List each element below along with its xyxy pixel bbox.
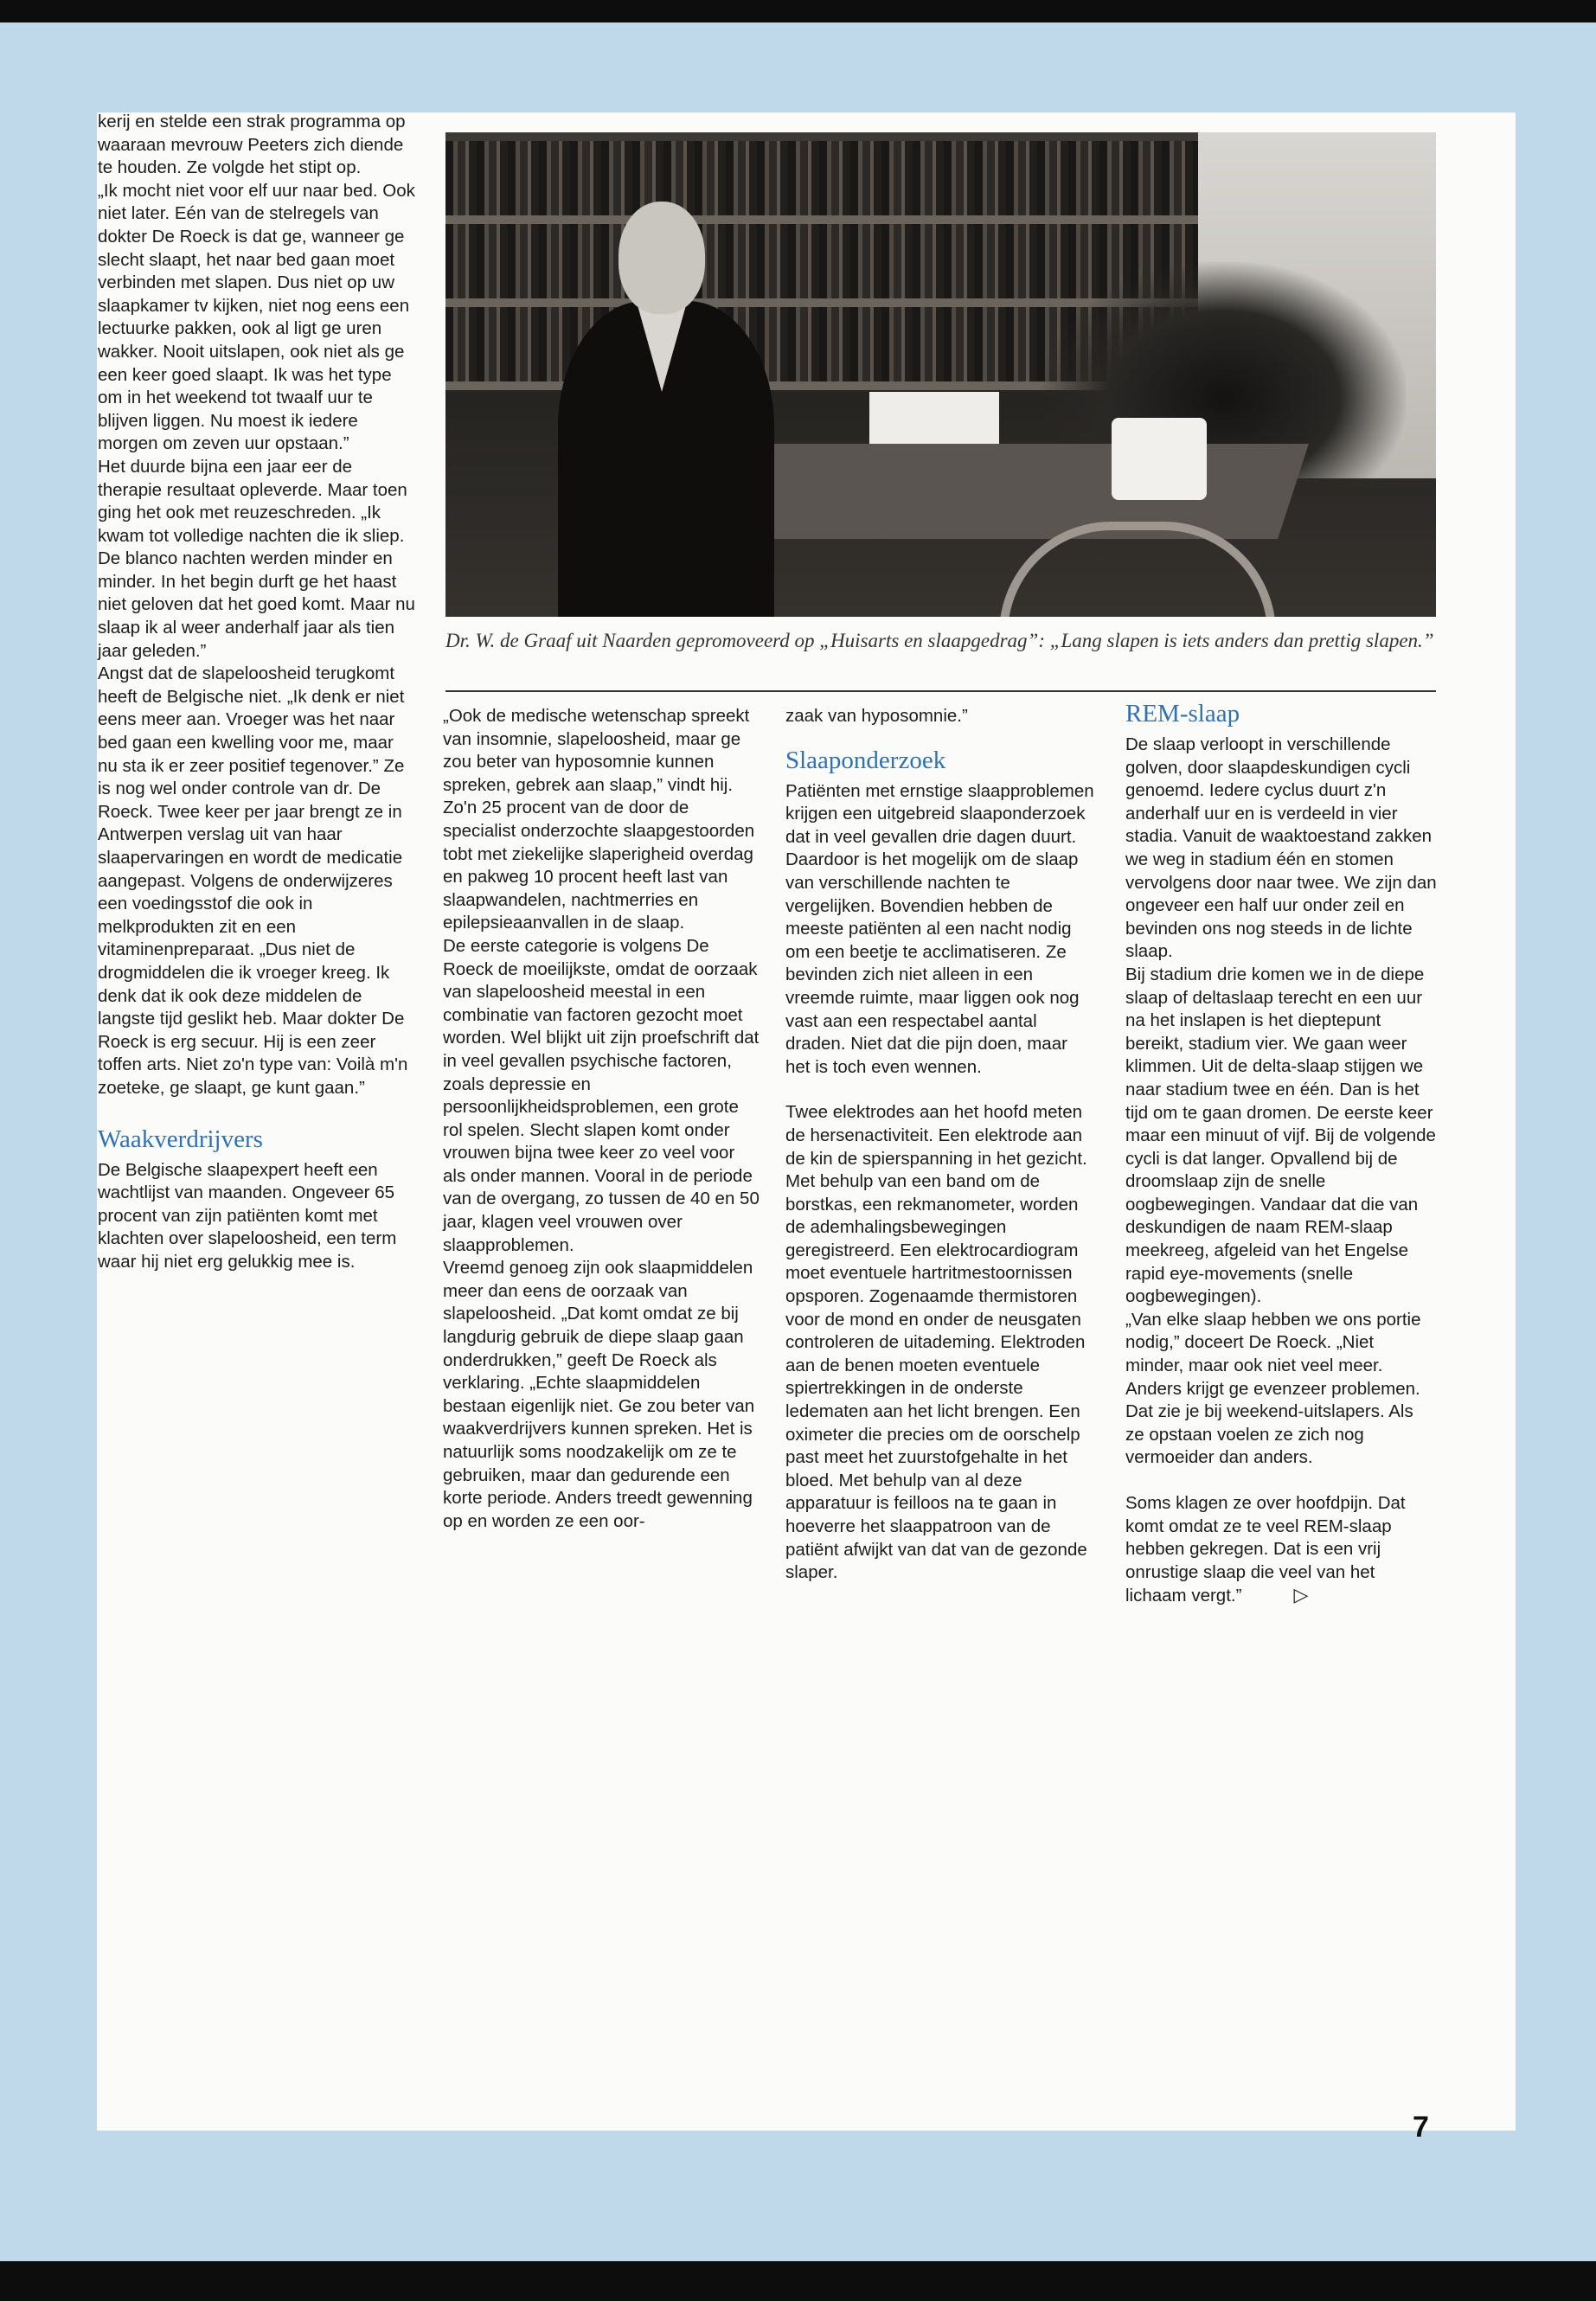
- col1-paragraph: kerij en stelde een strak programma op waaraan mevrouw Peeters zich diende te houden. Ze volgde het stipt op.: [98, 112, 406, 178]
- article-photo: [445, 132, 1436, 617]
- photo-caption: Dr. W. de Graaf uit Naarden gepromoveerd op „Huisarts en slaapgedrag”: „Lang slapen is iets anders dan prettig slapen.”: [445, 630, 1434, 651]
- col2-paragraph: Vreemd genoeg zijn ook slaapmiddelen meer dan eens de oorzaak van slapeloosheid. „Dat komt omdat ze bij langdurig gebruik de diepe slaap gaan onderdrukken,” geeft De Roeck als verklaring. „Echte slaapmiddelen bestaan eigenlijk niet. Ge zou beter van waakverdrijvers kunnen spreken. Het is natuurlijk soms noodzakelijk om ze te gebruiken, maar dan gedurende een korte periode. Anders treedt gewenning op en worden ze een oor-: [443, 1258, 755, 1531]
- col1-paragraph: Het duurde bijna een jaar eer de therapie resultaat opleverde. Maar toen ging het ook met reuzeschreden. „Ik kwam tot volledige nachten die ik sliep. De blanco nachten werden minder en minder. In het begin durft ge het haast niet geloven dat het goed komt. Maar nu slaap ik al weer anderhalf jaar als tien jaar geleden.”: [98, 456, 415, 661]
- col2-paragraph: „Ook de medische wetenschap spreekt van insomnie, slapeloosheid, maar ge zou beter van hyposomnie kunnen spreken, gebrek aan slaap,” vindt hij. Zo'n 25 procent van de door de specialist onderzochte slaapgestoorden tobt met ziekelijke slaperigheid overdag en pakweg 10 procent heeft last van slaapwandelen, nachtmerries en epilepsieaanvallen in de slaap.: [443, 706, 755, 933]
- col4-paragraph: Bij stadium drie komen we in de diepe slaap of deltaslaap terecht en een uur na het inslapen is het dieptepunt bereikt, stadium vier. We gaan weer klimmen. Uit de delta-slaap stijgen we naar stadium twee en één. Dan is het tijd om te gaan dromen. De eerste keer maar een minuut of vijf. Bij de volgende cycli is dat langer. Opvallend bij de droomslaap zijn de snelle oogbewegingen. Vandaar dat die van deskundigen de naam REM-slaap meekreeg, afgeleid van het Engelse rapid eye-movements (snelle oogbewegingen).: [1125, 964, 1436, 1307]
- col2-paragraph: De eerste categorie is volgens De Roeck de moeilijkste, omdat de oorzaak van slapeloosheid meestal in een combinatie van factoren gezocht moet worden. Wel blijkt uit zijn proefschrift dat in veel gevallen psychische factoren, zoals depressie en persoonlijkheidsproblemen, een grote rol spelen. Slecht slapen komt onder vrouwen bijna twee keer zo veel voor als onder mannen. Vooral in de periode van de overgang, zo tussen de 40 en 50 jaar, klagen veel vrouwen over slaapproblemen.: [443, 935, 760, 1255]
- col4-paragraph: „Van elke slaap hebben we ons portie nodig,” doceert De Roeck. „Niet minder, maar ook niet veel meer. Anders krijgt ge evenzeer problemen. Dat zie je bij weekend-uitslapers. Als ze opstaan voelen ze zich nog vermoeider dan anders.: [1125, 1309, 1421, 1468]
- column-4: [1125, 699, 1437, 1608]
- heading-waakverdrijvers: Waakverdrijvers: [98, 1125, 263, 1153]
- col4-paragraph: De slaap verloopt in verschillende golven, door slaapdeskundigen cycli genoemd. Iedere cyclus duurt z'n anderhalf uur en is verdeeld in vier stadia. Vanuit de waaktoestand zakken we weg in stadium één en stomen vervolgens door naar twee. We zijn dan ongeveer een half uur onder zeil en bevinden ons nog steeds in de lichte slaap.: [1125, 734, 1437, 962]
- papers: [869, 392, 999, 444]
- column-1: [98, 111, 415, 1274]
- page-number: 7: [1413, 2111, 1429, 2144]
- continue-arrow-icon: ▷: [1293, 1584, 1309, 1606]
- white-pot: [1112, 418, 1207, 500]
- col1-paragraph: „Ik mocht niet voor elf uur naar bed. Ook niet later. Eén van de stelregels van dokter De Roeck is dat ge, wanneer ge slecht slaapt, het naar bed gaan moet verbinden met slapen. Dus niet op uw slaapkamer tv kijken, niet nog eens een lectuurke pakken, ook al ligt ge uren wakker. Nooit uitslapen, ook niet als ge een keer goed slaapt. Ik was het type om in het weekend tot twaalf uur te blijven liggen. Nu moest ik iedere morgen om zeven uur opstaan.”: [98, 180, 415, 454]
- col4-last-text: Soms klagen ze over hoofdpijn. Dat komt omdat ze te veel REM-slaap hebben gekregen. Dat is een vrij onrustige slaap die veel van het lichaam vergt.”: [1125, 1493, 1406, 1606]
- heading-rem-slaap: REM-slaap: [1125, 700, 1240, 727]
- bottom-scan-border: [0, 2261, 1596, 2301]
- top-scan-border: [0, 0, 1596, 22]
- column-2: [443, 705, 760, 1533]
- col3-lead: zaak van hyposomnie.”: [785, 706, 968, 726]
- column-3: [785, 705, 1097, 1585]
- man-head: [619, 202, 705, 314]
- col1-paragraph: Angst dat de slapeloosheid terugkomt heeft de Belgische niet. „Ik denk er niet eens meer aan. Vroeger was het naar bed gaan een kwelling voor me, maar nu sta ik er zeer positief tegenover.” Ze is nog wel onder controle van dr. De Roeck. Twee keer per jaar brengt ze in Antwerpen verslag uit van haar slaapervaringen en wordt de medicatie aangepast. Volgens de onderwijzeres een voedingsstof die ook in melkprodukten zit en een vitaminenpreparaat. „Dus niet de drogmiddelen die ik vroeger kreeg. Ik denk dat ik ook deze middelen de langste tijd geslikt heb. Maar dokter De Roeck is erg secuur. Hij is een zeer toffen arts. Niet zo'n type van: Voilà m'n zoeteke, ge slaapt, ge kunt gaan.”: [98, 663, 408, 1098]
- col4-paragraph: [1125, 1492, 1437, 1608]
- desk: [715, 444, 1309, 539]
- col3-paragraph: Twee elektrodes aan het hoofd meten de hersenactiviteit. Een elektrode aan de kin de spierspanning in het gezicht. Met behulp van een band om de borstkas, een rekmanometer, worden de ademhalingsbewegingen geregistreerd. Een elektrocardiogram moet eventuele hartritmestoornissen opsporen. Zogenaamde thermistoren voor de mond en onder de neusgaten controleren de uitademing. Elektroden aan de benen moeten eventuele spiertrekkingen in de onderste ledematen aan het licht brengen. Een oximeter die precies om de oorschelp past meet het zuurstofgehalte in het bloed. Met behulp van al deze apparatuur is feilloos na te gaan in hoeverre het slaappatroon van de patiënt afwijkt van dat van de gezonde slaper.: [785, 1102, 1087, 1583]
- col1-paragraph: De Belgische slaapexpert heeft een wachtlijst van maanden. Ongeveer 65 procent van zijn patiënten komt met klachten over slapeloosheid, een term waar hij niet erg gelukkig mee is.: [98, 1159, 397, 1272]
- heading-slaaponderzoek: Slaaponderzoek: [785, 746, 946, 774]
- col3-paragraph: Patiënten met ernstige slaapproblemen krijgen een uitgebreid slaaponderzoek dat in veel gevallen drie dagen duurt. Daardoor is het mogelijk om de slaap van verschillende nachten te vergelijken. Bovendien hebben de meeste patiënten al een nacht nodig om een beetje te acclimatiseren. Ze bevinden zich niet alleen in een vreemde ruimte, maar liggen ook nog vast aan een respectabel aantal draden. Niet dat die pijn doen, maar het is toch even wennen.: [785, 780, 1094, 1077]
- caption-rule: [445, 690, 1436, 692]
